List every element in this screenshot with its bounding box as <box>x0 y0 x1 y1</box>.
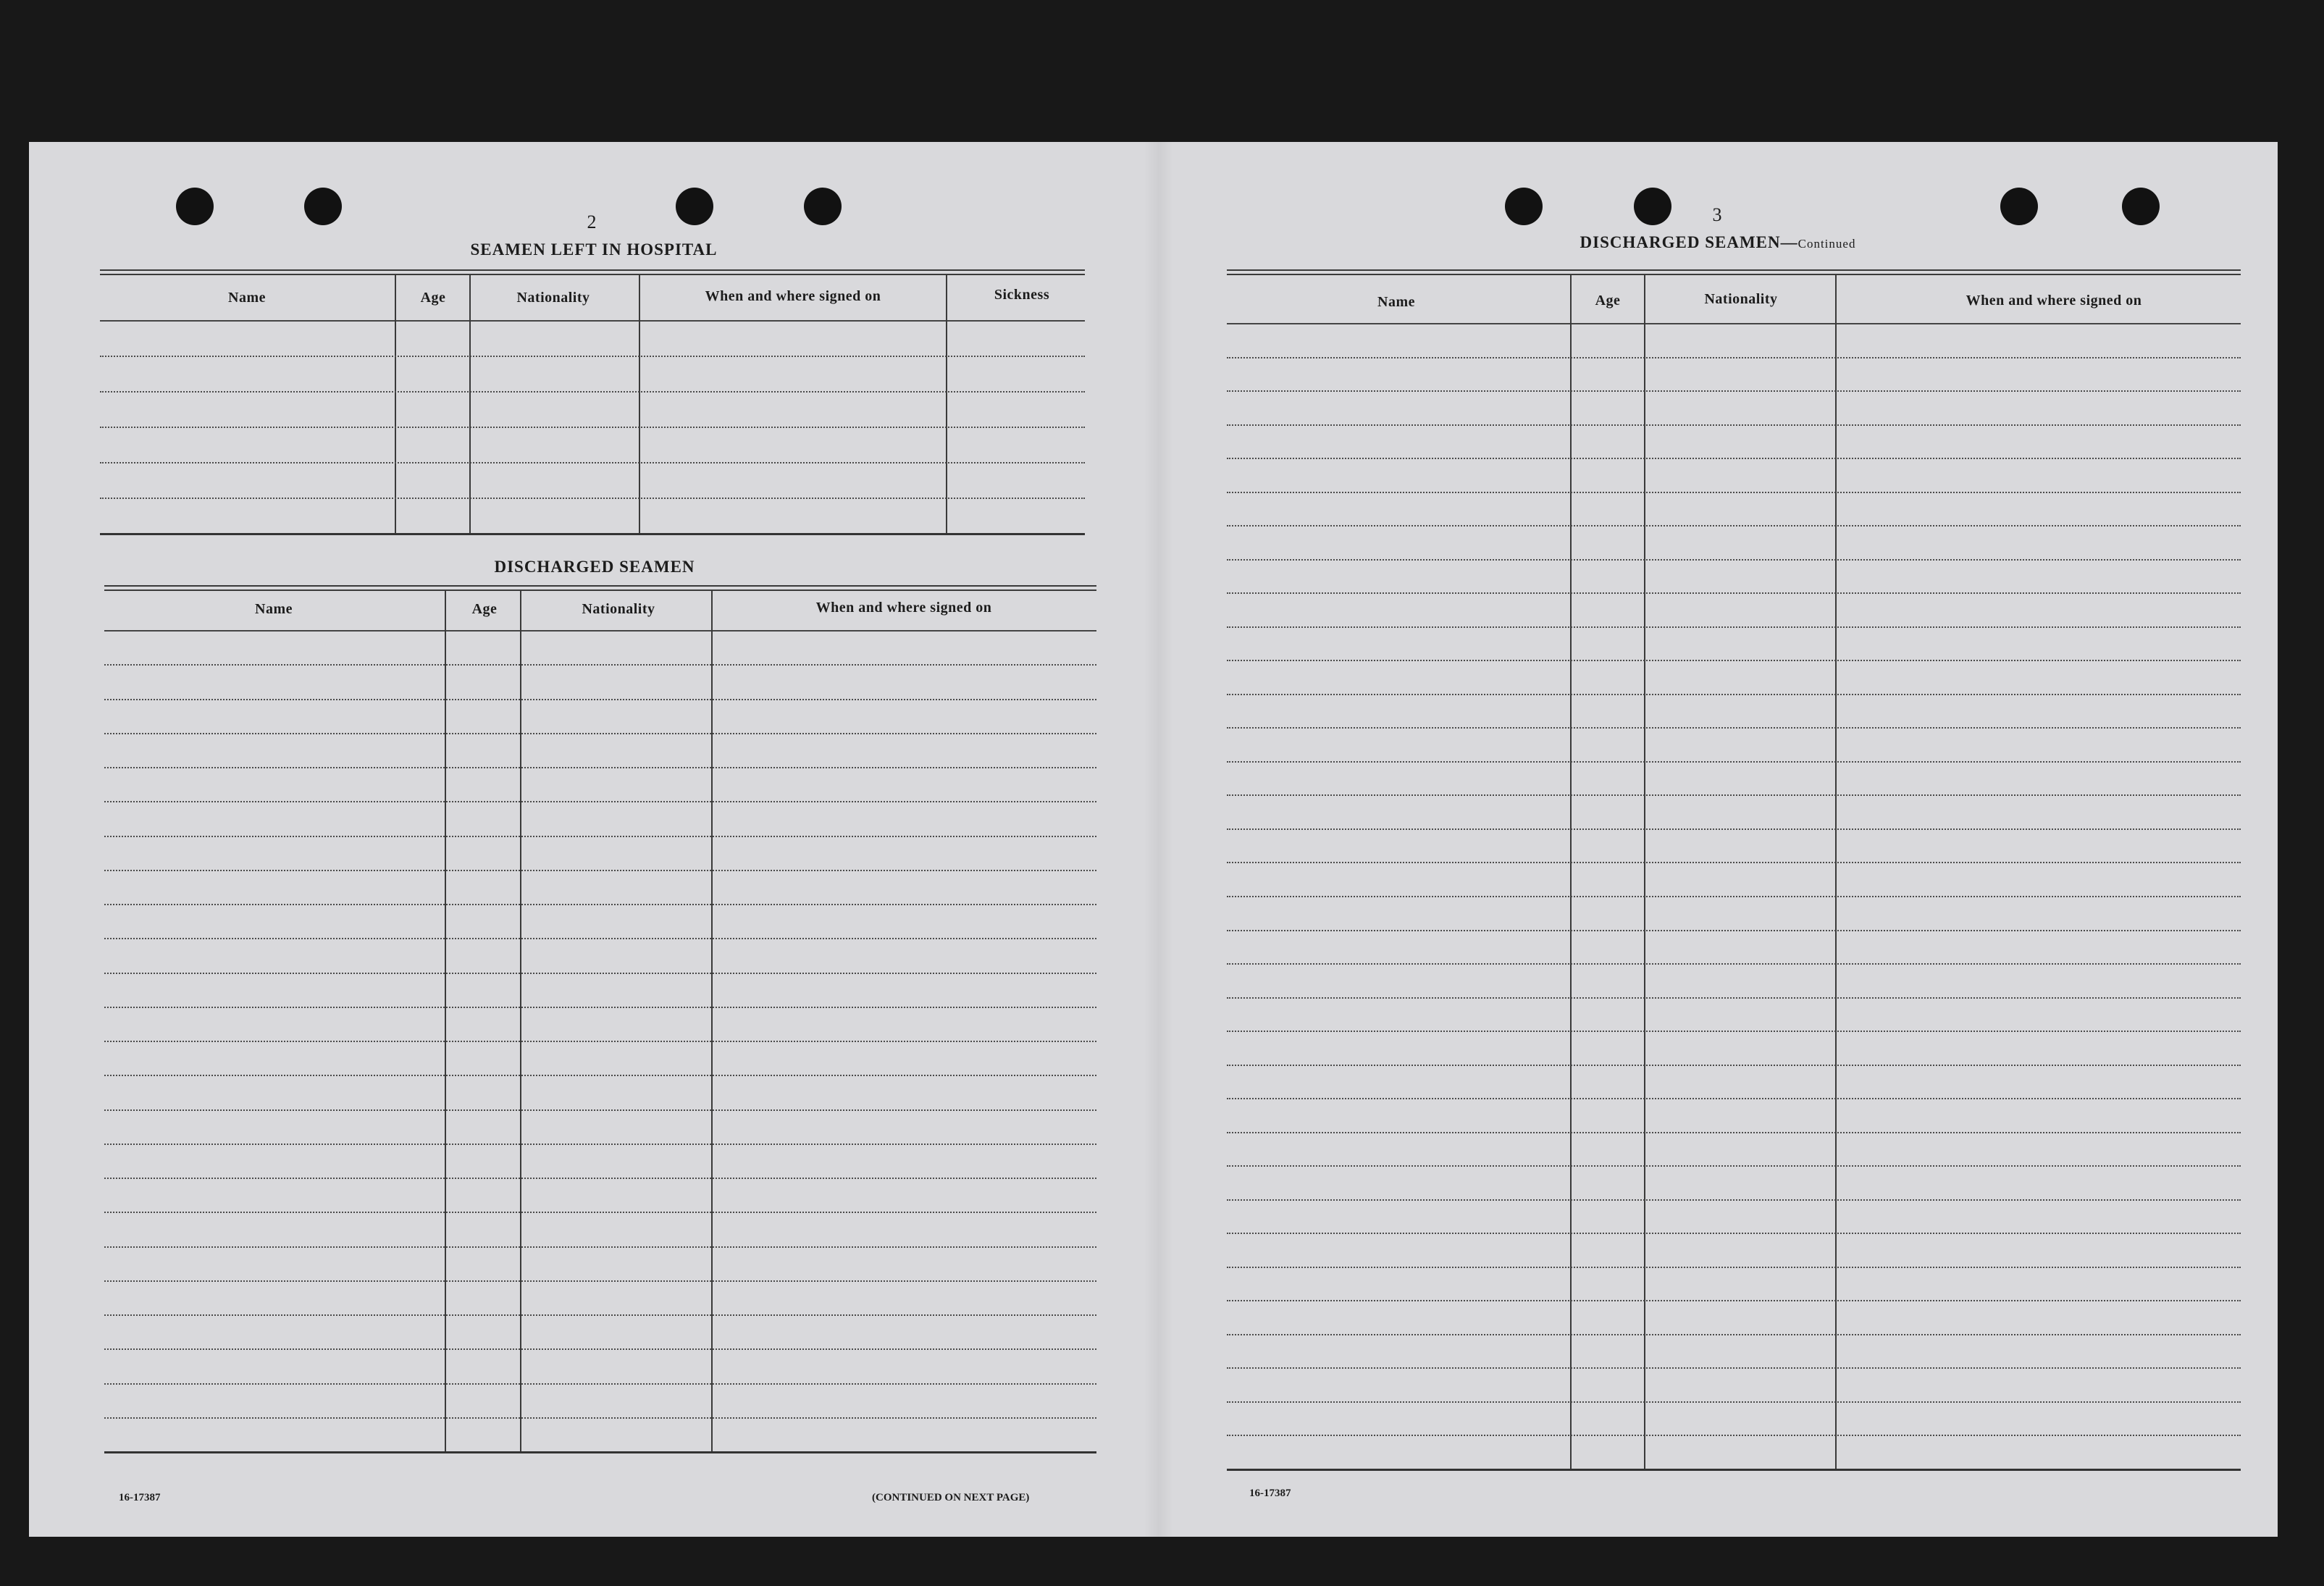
ruled-row-line <box>1227 525 2241 526</box>
ruled-row-line <box>104 1144 1096 1145</box>
ruled-row-line <box>1227 727 2241 729</box>
ruled-row-line <box>1227 828 2241 830</box>
column-divider <box>520 591 521 1453</box>
ruled-row-line <box>1227 357 2241 358</box>
right-page-number: 3 <box>1712 204 1722 225</box>
punch-hole <box>2122 188 2160 225</box>
column-divider <box>445 591 446 1453</box>
ruled-row-line <box>1227 458 2241 459</box>
ruled-row-line <box>104 1417 1096 1419</box>
ruled-row-line <box>1227 862 2241 863</box>
ruled-row-line <box>104 767 1096 768</box>
ruled-row-line <box>104 1280 1096 1282</box>
ruled-row-line <box>1227 559 2241 561</box>
ruled-row-line <box>1227 1334 2241 1335</box>
column-divider <box>946 275 947 533</box>
ruled-row-line <box>1227 794 2241 796</box>
ruled-row-line <box>104 1348 1096 1350</box>
col-head-nationality: Nationality <box>1704 291 1778 307</box>
col-head-age: Age <box>471 601 498 617</box>
ruled-row-line <box>1227 761 2241 763</box>
column-divider <box>469 275 471 533</box>
col-head-sickness: Sickness <box>994 287 1050 303</box>
hospital-table <box>100 269 1085 545</box>
ruled-row-line <box>1227 592 2241 594</box>
punch-hole <box>1505 188 1543 225</box>
top-double-rule <box>104 585 1096 591</box>
ruled-row-line <box>1227 424 2241 426</box>
punch-hole <box>676 188 713 225</box>
col-head-name: Name <box>1377 294 1415 310</box>
column-divider <box>1570 275 1572 1470</box>
ruled-row-line <box>104 1109 1096 1111</box>
ruled-row-line <box>1227 492 2241 493</box>
col-head-nationality: Nationality <box>582 601 655 617</box>
document-sheet <box>29 142 2278 1537</box>
discharged-continued-table <box>1227 269 2241 1473</box>
ruled-row-line <box>1227 626 2241 628</box>
ruled-row-line <box>1227 1367 2241 1369</box>
ruled-row-line <box>1227 997 2241 999</box>
ruled-row-line <box>104 699 1096 700</box>
ruled-row-line <box>104 1246 1096 1248</box>
right-title-main: DISCHARGED SEAMEN— <box>1580 233 1798 251</box>
ruled-row-line <box>1227 1199 2241 1201</box>
punch-hole <box>176 188 214 225</box>
punch-hole <box>1634 188 1671 225</box>
column-divider <box>711 591 713 1453</box>
ruled-row-line <box>1227 390 2241 392</box>
ruled-row-line <box>1227 1435 2241 1436</box>
ruled-row-line <box>1227 1098 2241 1099</box>
top-double-rule <box>100 269 1085 275</box>
ruled-row-line <box>104 1383 1096 1385</box>
ruled-row-line <box>104 938 1096 939</box>
ruled-row-line <box>1227 1401 2241 1403</box>
discharged-section-title: DISCHARGED SEAMEN <box>494 558 695 576</box>
continued-note: (CONTINUED ON NEXT PAGE) <box>872 1492 1030 1503</box>
ruled-row-line <box>100 391 1085 393</box>
ruled-row-line <box>104 1178 1096 1179</box>
col-head-age: Age <box>1595 293 1621 309</box>
right-form-number: 16-17387 <box>1249 1488 1291 1499</box>
ruled-row-line <box>1227 896 2241 897</box>
ruled-row-line <box>104 904 1096 905</box>
ruled-row-line <box>104 836 1096 837</box>
ruled-row-line <box>1227 963 2241 965</box>
col-head-signed-on: When and where signed on <box>1966 293 2142 309</box>
col-head-age: Age <box>420 290 446 306</box>
ruled-row-line <box>100 356 1085 357</box>
left-form-number: 16-17387 <box>119 1492 161 1503</box>
left-page-number: 2 <box>587 211 597 232</box>
right-title-continued: Continued <box>1797 237 1856 251</box>
column-divider <box>1644 275 1645 1470</box>
header-rule <box>104 630 1096 632</box>
bottom-rule <box>104 1451 1096 1453</box>
ruled-row-line <box>104 1041 1096 1042</box>
ruled-row-line <box>104 870 1096 871</box>
header-rule <box>100 320 1085 322</box>
col-head-signed-on: When and where signed on <box>705 288 881 304</box>
ruled-row-line <box>104 1212 1096 1213</box>
ruled-row-line <box>104 801 1096 802</box>
page-fold <box>1144 142 1173 1537</box>
ruled-row-line <box>104 1007 1096 1008</box>
ruled-row-line <box>1227 1065 2241 1066</box>
discharged-table <box>104 585 1096 1461</box>
ruled-row-line <box>1227 1165 2241 1167</box>
right-page-title <box>1580 233 1856 252</box>
ruled-row-line <box>1227 1132 2241 1133</box>
ruled-row-line <box>104 733 1096 734</box>
hospital-section-title: SEAMEN LEFT IN HOSPITAL <box>470 240 718 259</box>
column-divider <box>395 275 396 533</box>
ruled-row-line <box>1227 1031 2241 1032</box>
ruled-row-line <box>1227 694 2241 695</box>
bottom-rule <box>100 533 1085 535</box>
ruled-row-line <box>100 498 1085 499</box>
ruled-row-line <box>100 427 1085 428</box>
column-divider <box>639 275 640 533</box>
ruled-row-line <box>1227 1267 2241 1268</box>
ruled-row-line <box>104 973 1096 974</box>
col-head-name: Name <box>255 601 293 617</box>
col-head-name: Name <box>228 290 266 306</box>
header-rule <box>1227 323 2241 324</box>
ruled-row-line <box>104 664 1096 666</box>
ruled-row-line <box>1227 930 2241 931</box>
bottom-rule <box>1227 1469 2241 1471</box>
punch-hole <box>2000 188 2038 225</box>
ruled-row-line <box>1227 1233 2241 1234</box>
col-head-signed-on: When and where signed on <box>815 600 992 616</box>
ruled-row-line <box>1227 660 2241 661</box>
ruled-row-line <box>100 462 1085 463</box>
top-double-rule <box>1227 269 2241 275</box>
ruled-row-line <box>104 1075 1096 1076</box>
column-divider <box>1835 275 1837 1470</box>
col-head-nationality: Nationality <box>516 290 590 306</box>
punch-hole <box>304 188 342 225</box>
ruled-row-line <box>104 1314 1096 1316</box>
ruled-row-line <box>1227 1300 2241 1301</box>
punch-hole <box>804 188 842 225</box>
